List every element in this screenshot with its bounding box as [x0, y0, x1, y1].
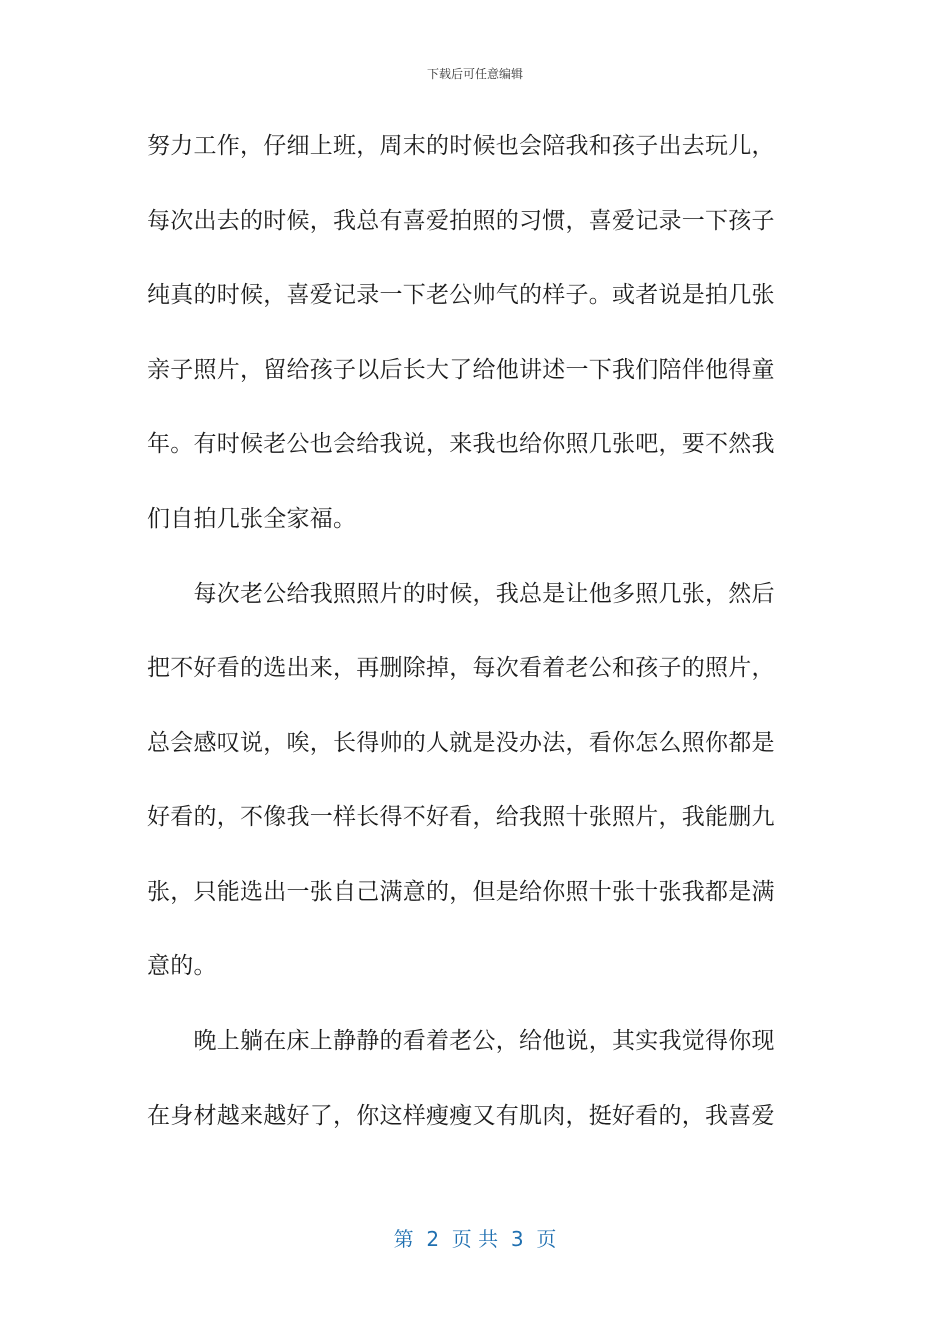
- text-line: 每次出去的时候，我总有喜爱拍照的习惯，喜爱记录一下孩子: [147, 208, 775, 234]
- page-number-footer: 第 2 页 共 3 页: [393, 1227, 557, 1251]
- text-line: 把不好看的选出来，再删除掉，每次看着老公和孩子的照片，: [147, 655, 775, 681]
- text-line: 努力工作，仔细上班，周末的时候也会陪我和孩子出去玩儿，: [147, 133, 775, 159]
- page-header: 下载后可任意编辑: [426, 67, 523, 81]
- text-line: 年。有时候老公也会给我说，来我也给你照几张吧，要不然我: [147, 431, 775, 457]
- text-line: 在身材越来越好了，你这样瘦瘦又有肌肉，挺好看的，我喜爱: [147, 1103, 775, 1129]
- text-line: 总会感叹说，唉，长得帅的人就是没办法，看你怎么照你都是: [147, 730, 775, 756]
- text-line: 纯真的时候，喜爱记录一下老公帅气的样子。或者说是拍几张: [147, 282, 775, 308]
- text-line: 亲子照片，留给孩子以后长大了给他讲述一下我们陪伴他得童: [147, 357, 775, 383]
- text-line: 们自拍几张全家福。: [147, 506, 357, 532]
- text-line: 张，只能选出一张自己满意的，但是给你照十张十张我都是满: [147, 879, 775, 905]
- text-line: 好看的，不像我一样长得不好看，给我照十张照片，我能删九: [147, 804, 775, 830]
- text-line: 晚上躺在床上静静的看着老公，给他说，其实我觉得你现: [147, 1028, 775, 1054]
- text-line: 意的。: [147, 953, 217, 979]
- text-line: 每次老公给我照照片的时候，我总是让他多照几张，然后: [147, 581, 775, 607]
